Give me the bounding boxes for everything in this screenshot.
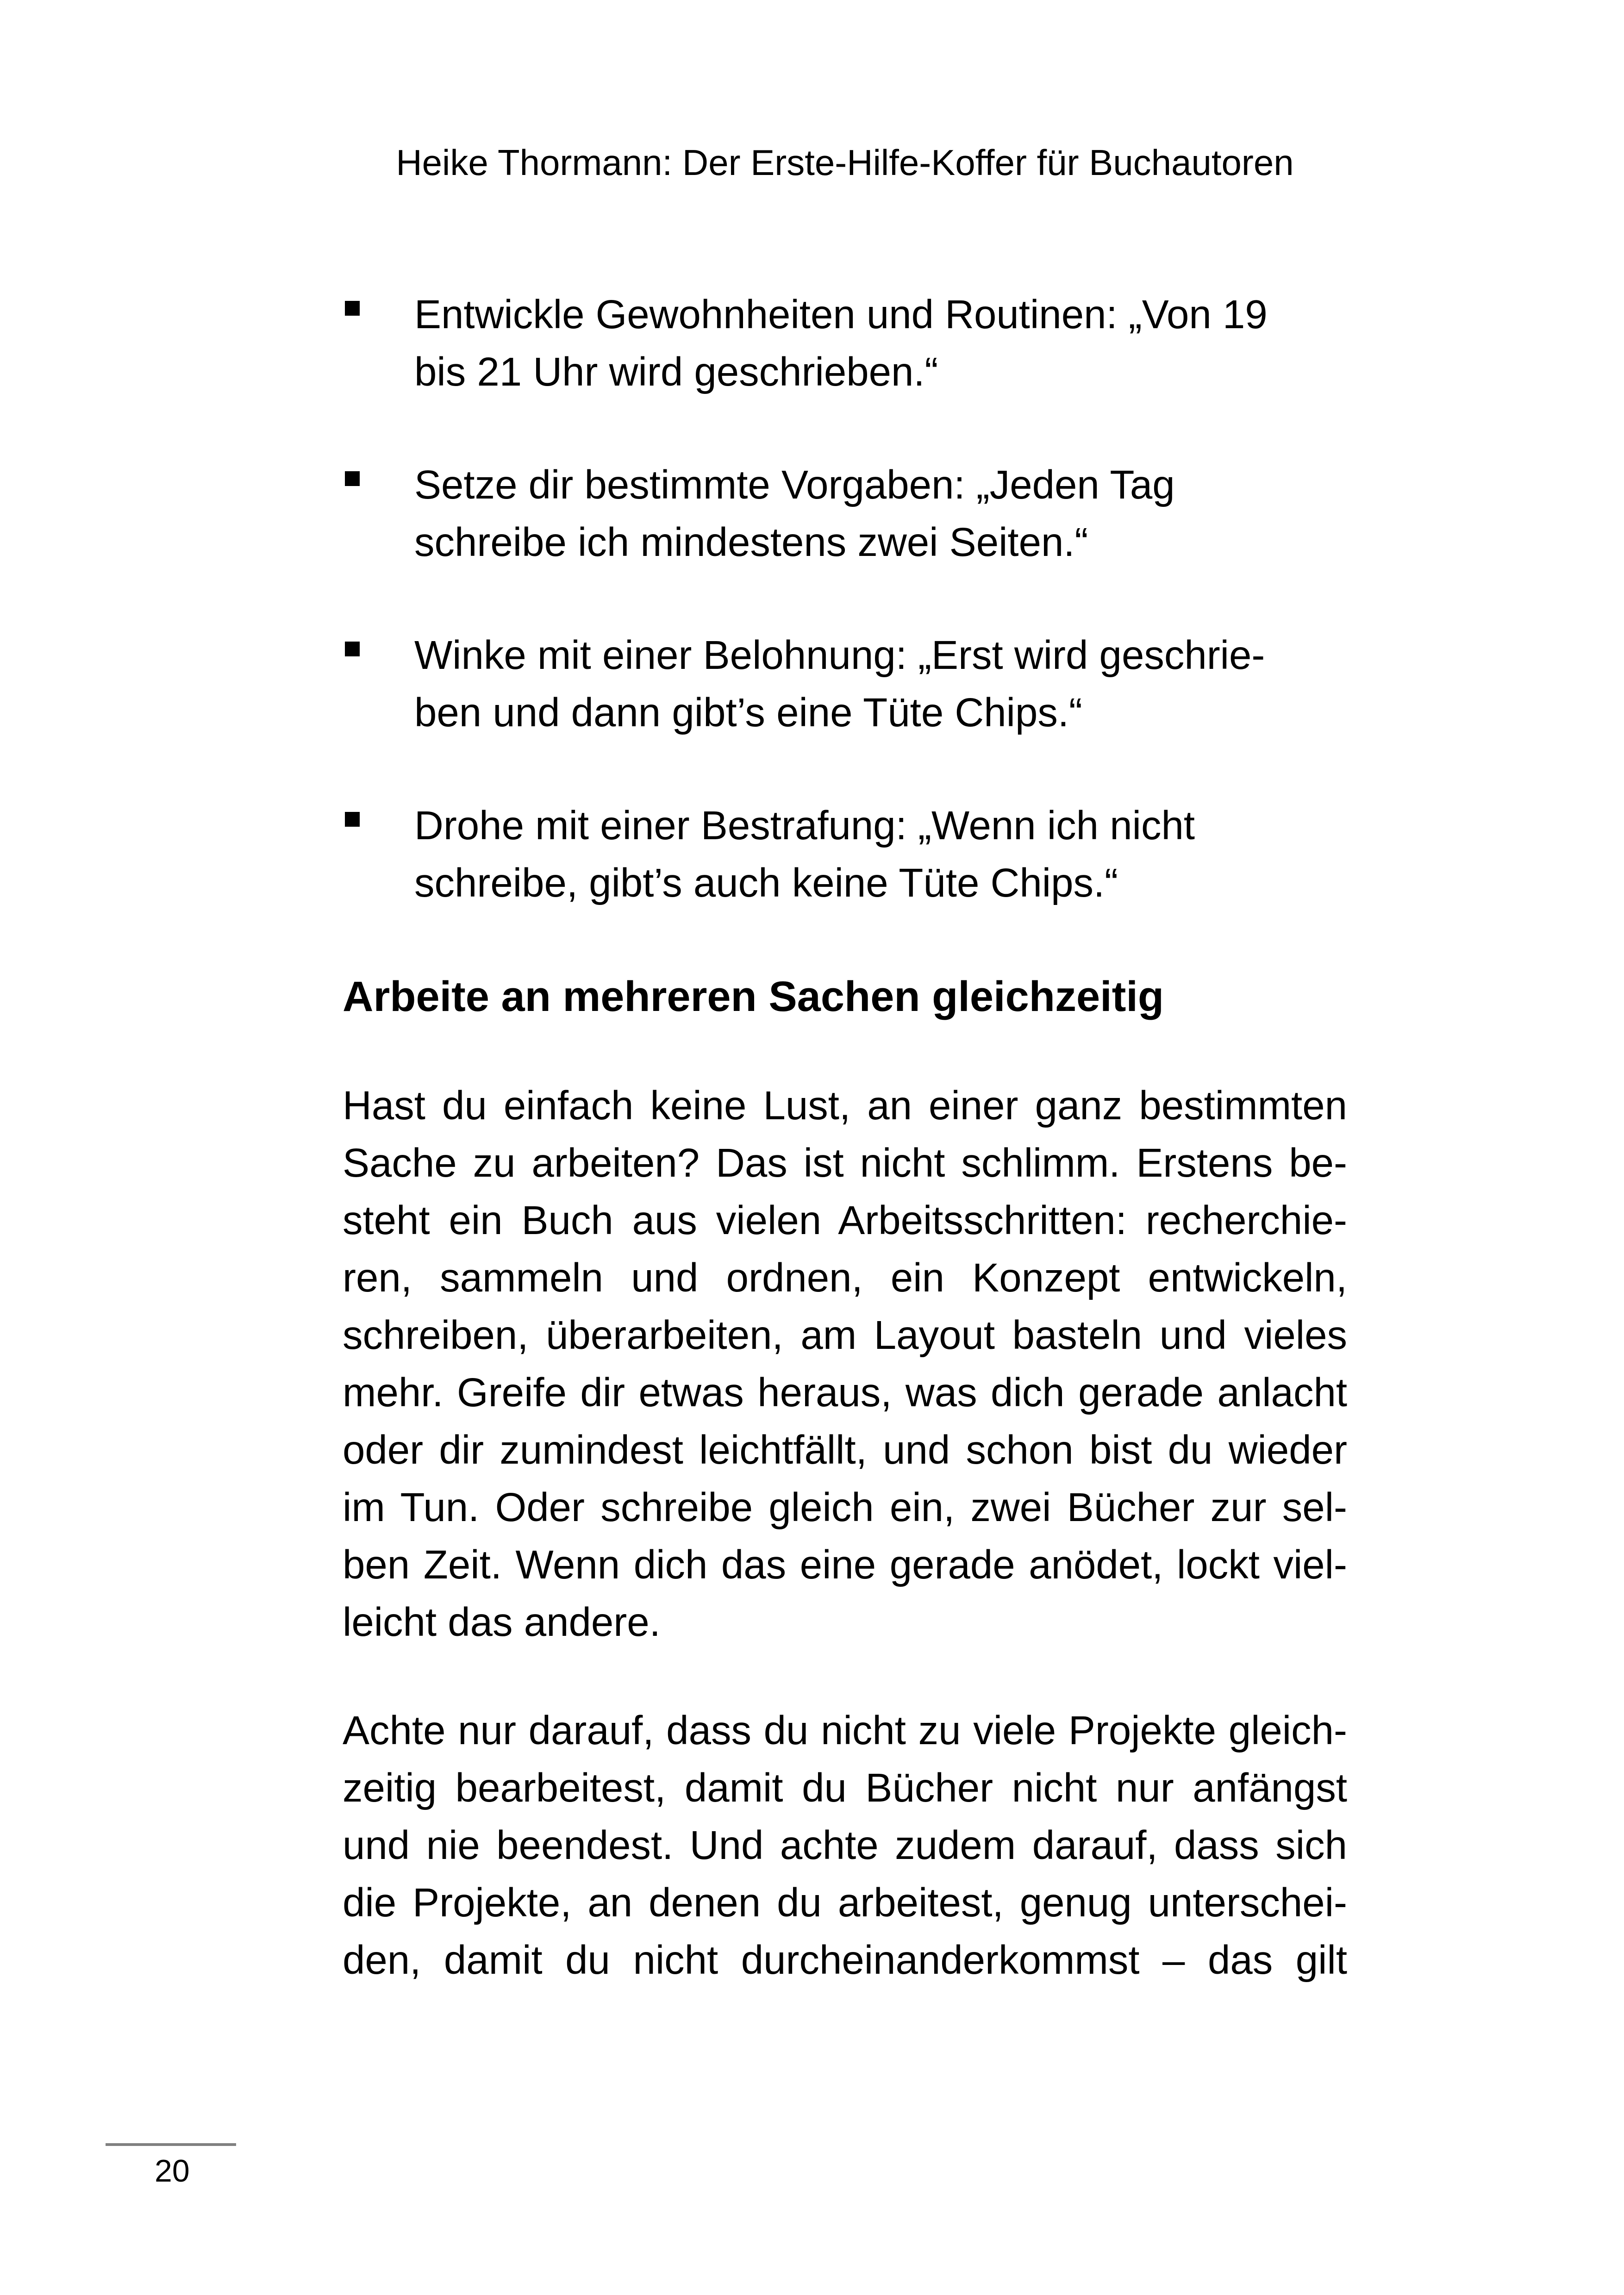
list-item: [343, 286, 1347, 401]
footer-divider: [106, 2143, 236, 2146]
paragraph: [343, 1077, 1347, 1651]
running-head: Heike Thormann: Der Erste-Hilfe-Koffer für Buchautoren: [396, 142, 1294, 183]
body-line: mehr. Greife dir etwas heraus, was dich gerade anlacht: [343, 1370, 1347, 1415]
bullet-text: [414, 797, 1347, 912]
body-line: steht ein Buch aus vielen Arbeitsschritten: recherchie-: [343, 1198, 1347, 1243]
body-line: schreiben, überarbeiten, am Layout basteln und vieles: [343, 1313, 1347, 1358]
paragraph: [343, 1702, 1347, 1989]
bullet-square-icon: [345, 812, 360, 827]
bullet-line: bis 21 Uhr wird geschrieben.“: [414, 349, 938, 394]
list-item: [343, 627, 1347, 742]
body-line: zeitig bearbeitest, damit du Bücher nicht nur anfängst: [343, 1765, 1347, 1810]
bullet-line: Drohe mit einer Bestrafung: „Wenn ich nicht: [414, 803, 1195, 848]
bullet-line: ben und dann gibt’s eine Tüte Chips.“: [414, 690, 1082, 735]
body-line: Sache zu arbeiten? Das ist nicht schlimm. Erstens be-: [343, 1141, 1347, 1185]
bullet-marker-cell: [343, 456, 414, 486]
list-item: [343, 797, 1347, 912]
body-line: Achte nur darauf, dass du nicht zu viele Projekte gleich-: [343, 1708, 1347, 1753]
bullet-line: schreibe ich mindestens zwei Seiten.“: [414, 520, 1088, 565]
body-line: und nie beendest. Und achte zudem darauf, dass sich: [343, 1823, 1347, 1868]
body-line: die Projekte, an denen du arbeitest, genug unterschei-: [343, 1880, 1347, 1925]
bullet-text: [414, 627, 1347, 742]
body-line: Hast du einfach keine Lust, an einer ganz bestimmten: [343, 1083, 1347, 1128]
bullet-line: schreibe, gibt’s auch keine Tüte Chips.“: [414, 861, 1118, 905]
page-number: 20: [155, 2153, 190, 2189]
bullet-line: Setze dir bestimmte Vorgaben: „Jeden Tag: [414, 462, 1175, 507]
body-line: ren, sammeln und ordnen, ein Konzept entwickeln,: [343, 1255, 1347, 1300]
bullet-square-icon: [345, 642, 360, 656]
bullet-square-icon: [345, 471, 360, 486]
body-line: im Tun. Oder schreibe gleich ein, zwei Bücher zur sel-: [343, 1485, 1347, 1530]
text-column: [343, 0, 1347, 1989]
body-line: den, damit du nicht durcheinanderkommst – das gilt: [343, 1938, 1347, 1983]
body-line: oder dir zumindest leichtfällt, und schon bist du wieder: [343, 1428, 1347, 1472]
section-heading: Arbeite an mehreren Sachen gleichzeitig: [343, 973, 1164, 1020]
list-item: [343, 456, 1347, 571]
body-line: ben Zeit. Wenn dich das eine gerade anödet, lockt viel-: [343, 1542, 1347, 1587]
bullet-marker-cell: [343, 286, 414, 316]
bullet-text: [414, 286, 1347, 401]
bullet-line: Winke mit einer Belohnung: „Erst wird geschrie-: [414, 633, 1265, 678]
bullet-line: Entwickle Gewohnheiten und Routinen: „Von 19: [414, 292, 1268, 337]
bullet-square-icon: [345, 301, 360, 316]
bullet-marker-cell: [343, 627, 414, 656]
bullet-list: [343, 286, 1347, 912]
bullet-text: [414, 456, 1347, 571]
bullet-marker-cell: [343, 797, 414, 827]
body-line: leicht das andere.: [343, 1600, 661, 1645]
